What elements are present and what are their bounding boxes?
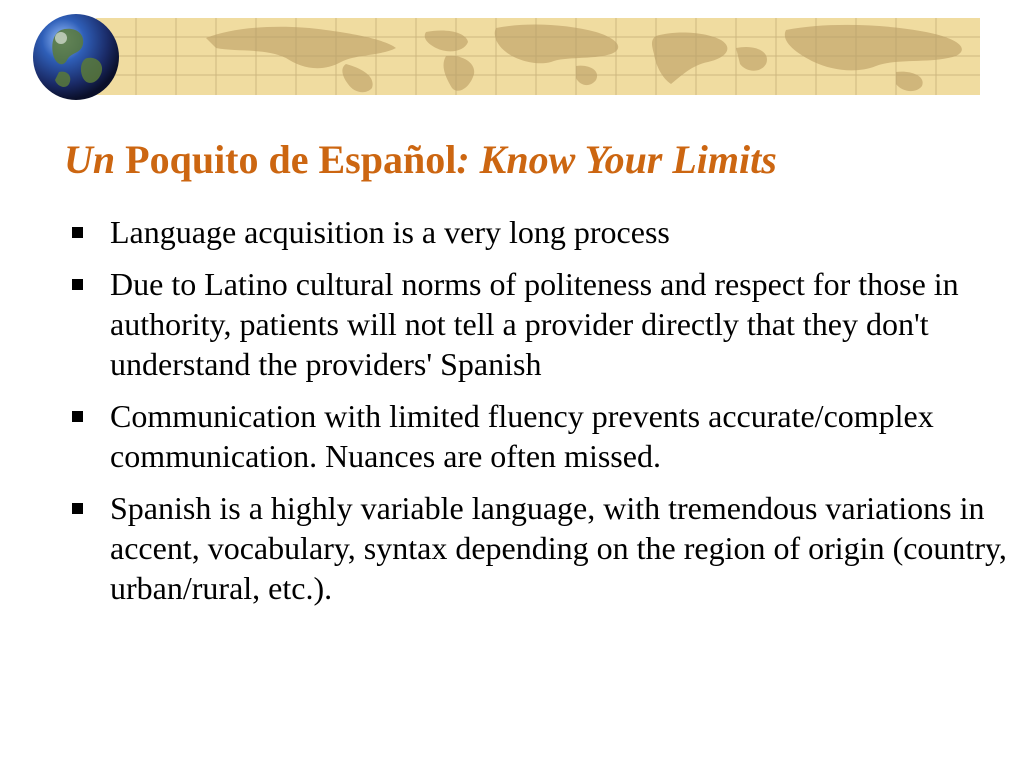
bullet-item (72, 396, 1016, 476)
slide-title (64, 138, 777, 182)
bullet-item (72, 212, 1016, 252)
title-part-main: Poquito de Español (115, 137, 457, 182)
bullet-text: Spanish is a highly variable language, with tremendous variations in accent, vocabulary, syntax depending on the region of origin (country, urban/rural, etc.). (110, 490, 1007, 606)
bullet-text: Due to Latino cultural norms of politeness and respect for those in authority, patients will not tell a provider directly that they don't understand the providers' Spanish (110, 266, 959, 382)
square-bullet-icon (72, 503, 83, 514)
bullet-text: Language acquisition is a very long process (110, 214, 670, 250)
bullet-item (72, 264, 1016, 384)
bullet-text: Communication with limited fluency prevents accurate/complex communication. Nuances are often missed. (110, 398, 934, 474)
bullet-item (72, 488, 1016, 608)
title-part-un: Un (64, 137, 116, 182)
bullet-list (72, 212, 1016, 620)
square-bullet-icon (72, 411, 83, 422)
globe-icon (31, 12, 121, 102)
square-bullet-icon (72, 279, 83, 290)
square-bullet-icon (72, 227, 83, 238)
title-part-subtitle: : Know Your Limits (456, 137, 777, 182)
world-map-banner (96, 18, 980, 95)
